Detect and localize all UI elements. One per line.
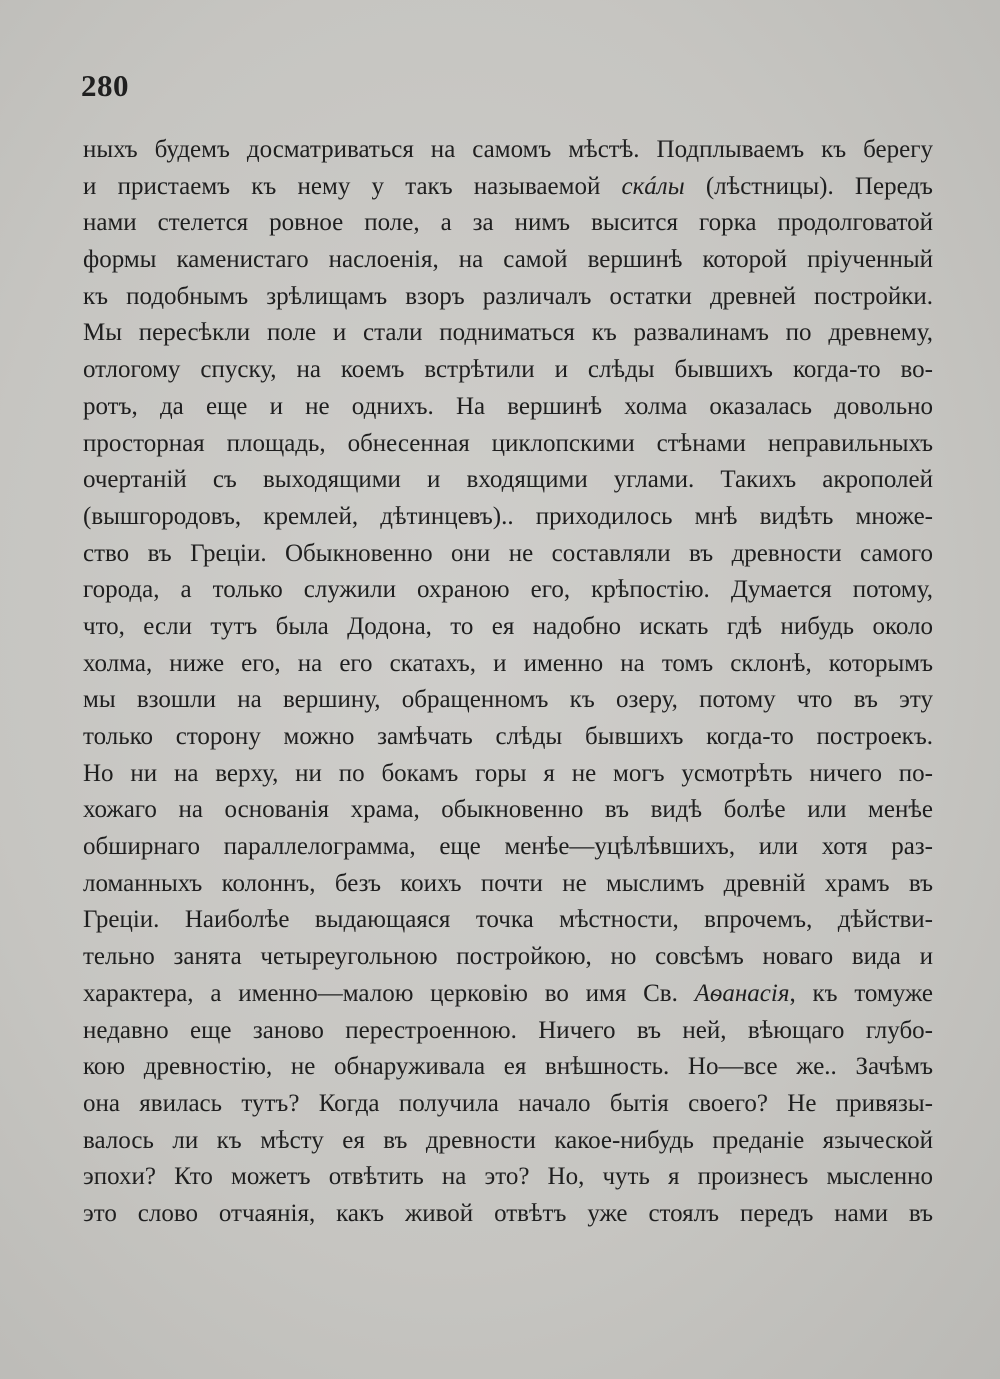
text-line: недавно еще заново перестроенною. Ничего въ ней, вѣющаго глубо- [83,1016,933,1044]
text-line: просторная площадь, обнесенная циклопскими стѣнами неправильныхъ [83,429,933,457]
text-line: валось ли къ мѣсту ея въ древности какое-нибудь преданіе языческой [83,1126,933,1154]
text-line: къ подобнымъ зрѣлищамъ взоръ различалъ остатки древней постройки. [83,282,933,310]
text-line: хожаго на основанія храма, обыкновенно въ видѣ болѣе или менѣе [83,796,933,824]
text-line: это слово отчаянія, какъ живой отвѣтъ уже стоялъ передъ нами въ [83,1199,933,1227]
text-line: нами стелется ровное поле, а за нимъ высится горка продолговатой [83,209,933,237]
body-text [83,132,933,1233]
text-line: только сторону можно замѣчать слѣды бывшихъ когда-то построекъ. [83,723,933,750]
text-line: кою древностію, не обнаруживала ея внѣшность. Но—все же.. Зачѣмъ [83,1053,933,1081]
text-line: ныхъ будемъ досматриваться на самомъ мѣстѣ. Подплываемъ къ берегу [83,136,933,163]
page-number: 280 [81,68,129,103]
text-line: города, а только служили охраною его, крѣпостію. Думается потому, [83,576,933,604]
text-line: ство въ Греціи. Обыкновенно они не составляли въ древности самого [83,539,933,567]
text-line: Но ни на верху, ни по бокамъ горы я не могъ усмотрѣть ничего по- [83,759,933,787]
text-line: (вышгородовъ, кремлей, дѣтинцевъ).. приходилось мнѣ видѣть множе- [83,502,933,530]
text-line: тельно занята четыреугольною постройкою, но совсѣмъ новаго вида и [83,943,933,971]
text-line: обширнаго параллелограмма, еще менѣе—уцѣлѣвшихъ, или хотя раз- [83,833,933,861]
text-line: отлогому спуску, на коемъ встрѣтили и слѣды бывшихъ когда-то во- [83,356,933,384]
text-line: она явилась тутъ? Когда получила начало бытія своего? Не привязы- [83,1089,933,1117]
text-line: формы каменистаго наслоенія, на самой вершинѣ которой пріученный [83,246,933,274]
text-line: холма, ниже его, на его скатахъ, и именно на томъ склонѣ, которымъ [83,649,933,677]
text-line: и пристаемъ къ нему у такъ называемой скáлы (лѣстницы). Передъ [83,172,933,200]
text-line: что, если тутъ была Додона, то ея надобно искать гдѣ нибудь около [83,612,933,640]
text-line: Мы пересѣкли поле и стали подниматься къ развалинамъ по древнему, [83,319,933,347]
text-line: характера, а именно—малою церковію во имя Св. Аѳанасія, къ томуже [83,979,933,1007]
text-line: очертаній съ выходящими и входящими углами. Такихъ акрополей [83,466,933,494]
text-line: мы взошли на вершину, обращенномъ къ озеру, потому что въ эту [83,686,933,714]
text-line: ротъ, да еще и не однихъ. На вершинѣ холма оказалась довольно [83,392,933,420]
text-line: Греціи. Наиболѣе выдающаяся точка мѣстности, впрочемъ, дѣйстви- [83,906,933,934]
text-line: эпохи? Кто можетъ отвѣтить на это? Но, чуть я произнесъ мысленно [83,1163,933,1191]
text-line: ломанныхъ колоннъ, безъ коихъ почти не мыслимъ древній храмъ въ [83,869,933,897]
